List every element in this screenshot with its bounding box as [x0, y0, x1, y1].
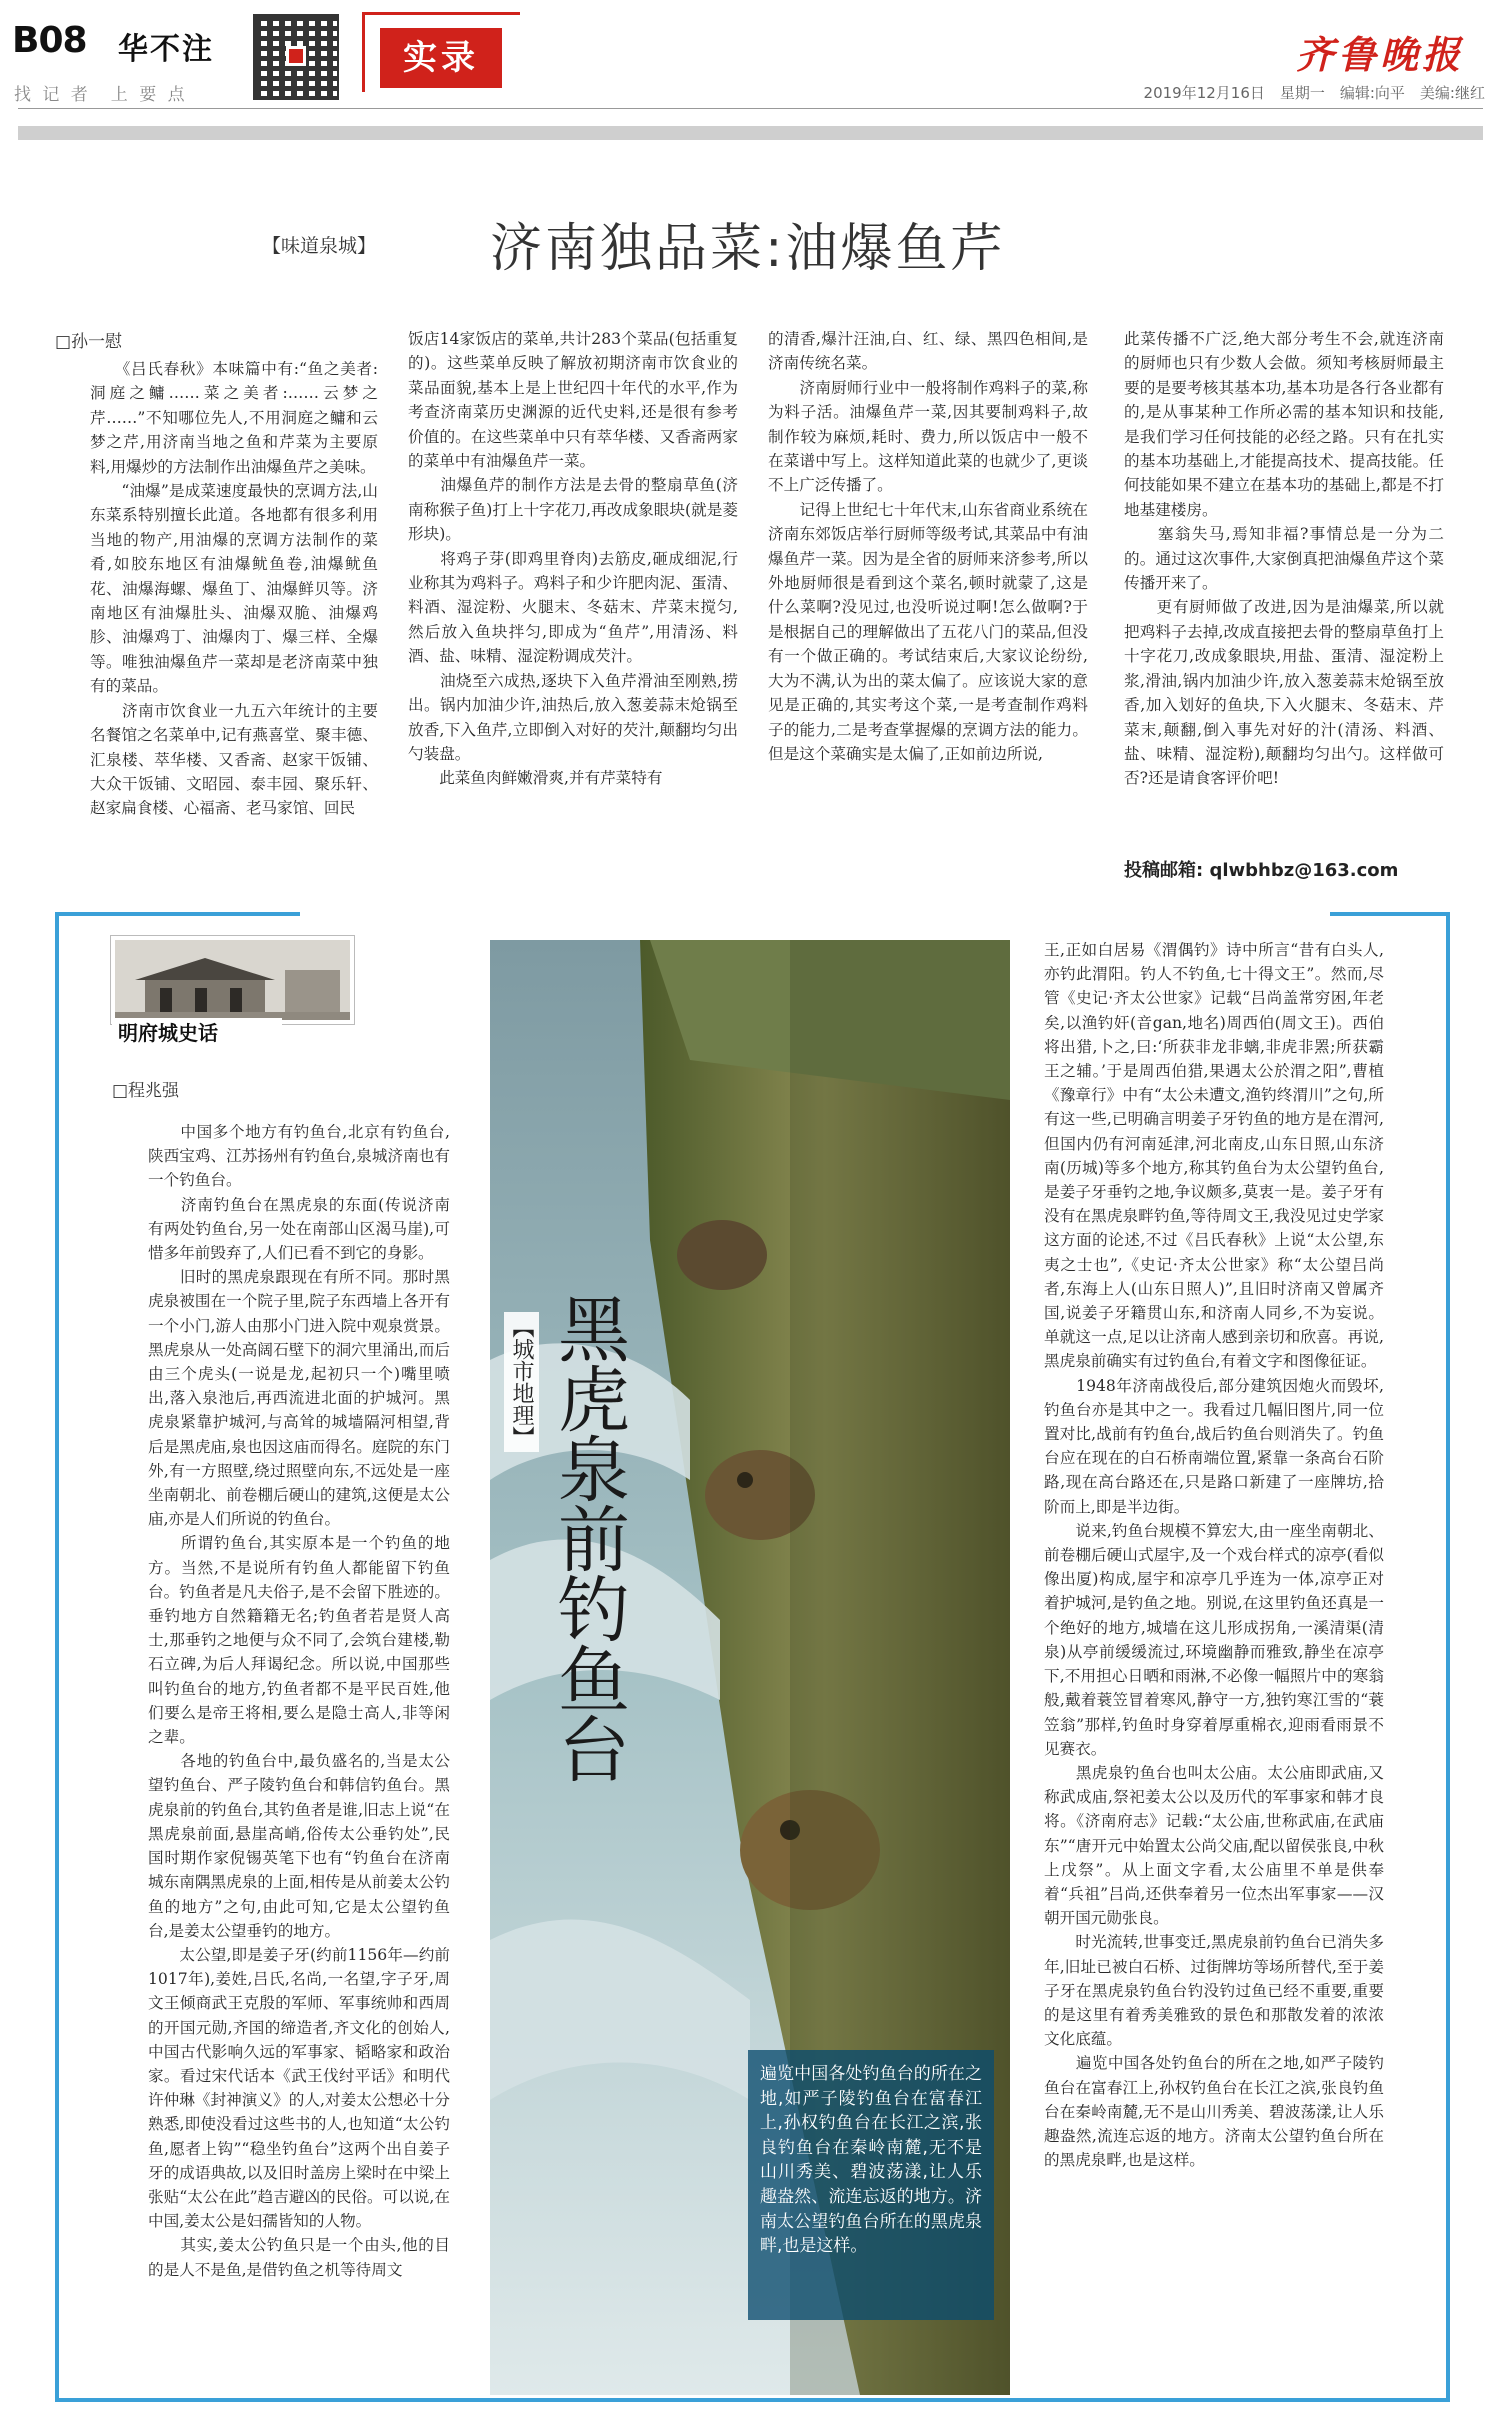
- article2-frame-left: [55, 912, 59, 2402]
- article2-frame-bottom: [55, 2398, 1450, 2402]
- article1-author: □孙一慰: [55, 332, 123, 352]
- page-code: B08: [12, 20, 87, 61]
- column-badge-label: 明府城史话: [112, 1018, 282, 1048]
- article2-frame-right: [1446, 912, 1450, 2402]
- sub-slogan: 找 记 者 上 要 点: [14, 85, 188, 105]
- section-tab: 实录: [380, 28, 502, 88]
- article1-title: 济南独品菜:油爆鱼芹: [490, 219, 1006, 279]
- article1-column-3: 的清香,爆汁汪油,白、红、绿、黑四色相间,是济南传统名菜。 济南厨师行业中一般将制作鸡料子的菜,称为料子活。油爆鱼芹一菜,因其要制鸡料子,故制作较为麻烦,耗时、费力,所以饭店中一般不在菜谱中写上。这样知道此菜的也就少了,更谈不上广泛传播了。 记得上世纪七十年代末,山东省商业系统在济南东郊饭店举行厨师等级考试,其菜品中有油爆鱼芹一菜。因为是全省的厨师来济参考,所以外地厨师很是看到这个菜名,顿时就蒙了,这是什么菜啊?没见过,也没听说过啊!怎么做啊?于是根据自己的理解做出了五花八门的菜品,但没有一个做正确的。考试结束后,大家议论纷纷,大为不满,认为出的菜太偏了。应该说大家的意见是正确的,其实考这个菜,一是考查制作鸡料子的能力,二是考查掌握爆的烹调方法的能力。但是这个菜确实是太偏了,正如前边所说,: [768, 330, 1088, 763]
- article2-right-column: 王,正如白居易《渭偶钓》诗中所言“昔有白头人,亦钓此渭阳。钓人不钓鱼,七十得文王”。然而,尽管《史记·齐太公世家》记载“吕尚盖常穷困,年老矣,以渔钓奸(音gan,地名)周西伯(周文王)。西伯将出猎,卜之,曰:‘所获非龙非螭,非虎非罴;所获霸王之辅。’于是周西伯猎,果遇太公於渭之阳”,曹植《豫章行》中有“太公未遭文,渔钓终渭川”之句,所有这一些,已明确言明姜子牙钓鱼的地方是在渭河,但国内仍有河南延津,河北南皮,山东日照,山东济南(历城)等多个地方,称其钓鱼台为太公望钓鱼台,是姜子牙垂钓之地,争议颇多,莫衷一是。姜子牙有没有在黑虎泉畔钓鱼,等待周文王,我没见过史学家这方面的论述,不过《吕氏春秋》上说“太公望,东夷之士也”,《史记·齐太公世家》称“太公望吕尚者,东海上人(山东日照人)”,且旧时济南又曾属齐国,说姜子牙籍贯山东,和济南人同乡,不为妄说。单就这一点,足以让济南人感到亲切和欣喜。再说,黑虎泉前确实有过钓鱼台,有着文字和图像征证。 1948年济南战役后,部分建筑因炮火而毁坏,钓鱼台亦是其中之一。我看过几幅旧图片,同一位置对比,战前有钓鱼台,战后钓鱼台则消失了。钓鱼台应在现在的白石桥南端位置,紧靠一条高台石阶路,现在高台路还在,只是路口新建了一座牌坊,拾阶而上,即是半边街。 说来,钓鱼台规模不算宏大,由一座坐南朝北、前卷棚后硬山式屋宇,及一个戏台样式的凉亭(看似像出厦)构成,屋宇和凉亭几乎连为一体,凉亭正对着护城河,是钓鱼之地。别说,在这里钓鱼还真是一个绝好的地方,城墙在这儿形成拐角,一溪清渠(清泉)从亭前缓缓流过,环境幽静而雅致,静坐在凉亭下,不用担心日晒和雨淋,不必像一幅照片中的寒翁般,戴着蓑笠冒着寒风,静守一方,独钓寒江雪的“蓑笠翁”那样,钓鱼时身穿着厚重棉衣,迎雨看雨景不见赛衣。 黑虎泉钓鱼台也叫太公庙。太公庙即武庙,又称武成庙,祭祀姜太公以及历代的军事家和韩才良将。《济南府志》记载:“太公庙,世称武庙,在武庙东”“唐开元中始置太公尚父庙,配以留侯张良,中秋上戊祭”。从上面文字看,太公庙里不单是供奉着“兵祖”吕尚,还供奉着另一位杰出军事家——汉朝开国元勋张良。 时光流转,世事变迁,黑虎泉前钓鱼台已消失多年,旧址已被白石桥、过街牌坊等场所替代,至于姜子牙在黑虎泉钓鱼台钓没钓过鱼已经不重要,重要的是这里有着秀美雅致的景色和那散发着的浓浓文化底蕴。 遍览中国各处钓鱼台的所在之地,如严子陵钓鱼台在富春江上,孙权钓鱼台在长江之滨,张良钓鱼台在秦岭南麓,无不是山川秀美、碧波荡漾,让人乐趣盎然,流连忘返的地方。济南太公望钓鱼台所在的黑虎泉畔,也是这样。: [1044, 941, 1384, 2170]
- header-band: [18, 126, 1483, 140]
- article1-section-label: 【味道泉城】: [262, 235, 377, 257]
- column-name: 华不注: [118, 32, 214, 67]
- old-house-photo: [115, 940, 350, 1020]
- article2-left-column: 中国多个地方有钓鱼台,北京有钓鱼台,陕西宝鸡、江苏扬州有钓鱼台,泉城济南也有一个钓鱼台。 济南钓鱼台在黑虎泉的东面(传说济南有两处钓鱼台,另一处在南部山区渴马崖),可惜多年前毁弃了,人们已看不到它的身影。 旧时的黑虎泉跟现在有所不同。那时黑虎泉被围在一个院子里,院子东西墙上各开有一个小门,游人由那小门进入院中观泉赏景。黑虎泉从一处高阔石壁下的洞穴里涌出,而后由三个虎头(一说是龙,起初只一个)嘴里喷出,落入泉池后,再西流进北面的护城河。黑虎泉紧靠护城河,与高耸的城墙隔河相望,背后是黑虎庙,泉也因这庙而得名。庭院的东门外,有一方照壁,绕过照壁向东,不远处是一座坐南朝北、前卷棚后硬山的建筑,这便是太公庙,亦是人们所说的钓鱼台。 所谓钓鱼台,其实原本是一个钓鱼的地方。当然,不是说所有钓鱼人都能留下钓鱼台。钓鱼者是凡夫俗子,是不会留下胜迹的。垂钓地方自然籍籍无名;钓鱼者若是贤人高士,那垂钓之地便与众不同了,会筑台建楼,勒石立碑,为后人拜谒纪念。所以说,中国那些叫钓鱼台的地方,钓鱼者都不是平民百姓,他们要么是帝王将相,要么是隐士高人,非等闲之辈。 各地的钓鱼台中,最负盛名的,当是太公望钓鱼台、严子陵钓鱼台和韩信钓鱼台。黑虎泉前的钓鱼台,其钓鱼者是谁,旧志上说“在黑虎泉前面,悬崖高峭,俗传太公垂钓处”,民国时期作家倪锡英笔下也有“钓鱼台在济南城东南隅黑虎泉的上面,相传是从前姜太公钓鱼的地方”之句,由此可知,它是太公望钓鱼台,是姜太公望垂钓的地方。 太公望,即是姜子牙(约前1156年—约前1017年),姜姓,吕氏,名尚,一名望,字子牙,周文王倾商武王克殷的军师、军事统帅和西周的开国元勋,齐国的缔造者,齐文化的创始人,中国古代影响久远的军事家、韬略家和政治家。看过宋代话本《武王伐纣平话》和明代许仲琳《封神演义》的人,对姜太公想必十分熟悉,即使没看过这些书的人,也知道“太公钓鱼,愿者上钩”“稳坐钓鱼台”这两个出自姜子牙的成语典故,以及旧时盖房上梁时在中梁上张贴“太公在此”趋吉避凶的民俗。可以说,在中国,姜太公是妇孺皆知的人物。 其实,姜太公钓鱼只是一个由头,他的目的是人不是鱼,是借钓鱼之机等待周文: [148, 1123, 450, 2279]
- qr-code-mark: [286, 46, 306, 66]
- date-line: 2019年12月16日 星期一 编辑:向平 美编:继红: [1143, 84, 1485, 102]
- article2-section-label: 【城市地理】: [504, 1312, 539, 1452]
- article1-column-4: 此菜传播不广泛,绝大部分考生不会,就连济南的厨师也只有少数人会做。须知考核厨师最主要的是要考核其基本功,基本功是各行各业都有的,是从事某种工作所必需的基本知识和技能,是我们学习任何技能的必经之路。只有在扎实的基本功基础上,才能提高技术、提高技能。任何技能如果不建立在基本功的基础上,都是不打地基建楼房。 塞翁失马,焉知非福?事情总是一分为二的。通过这次事件,大家倒真把油爆鱼芹这个菜传播开来了。 更有厨师做了改进,因为是油爆菜,所以就把鸡料子去掉,改成直接把去骨的整扇草鱼打上十字花刀,改成象眼块,用盐、蛋清、湿淀粉上浆,滑油,锅内加油少许,放入葱姜蒜末炝锅至放香,加入划好的鱼块,下入火腿末、冬菇末、芹菜末,颠翻,倒入事先对好的汁(清汤、料酒、盐、味精、湿淀粉),颠翻均匀出勺。这样做可否?还是请食客评价吧!: [1124, 330, 1444, 788]
- paper-logo: 齐鲁晚报: [1296, 32, 1465, 77]
- article2-author: □程兆强: [112, 1081, 180, 1101]
- article2-title: 黑虎泉前钓鱼台: [546, 1292, 630, 1782]
- article2-frame-gap: [300, 908, 1330, 920]
- contact-email: 投稿邮箱: qlwbhbz@163.com: [1124, 860, 1399, 881]
- article1-column-1: 《吕氏春秋》本味篇中有:“鱼之美者:洞庭之鳙……菜之美者:……云梦之芹……”不知哪位先人,不用洞庭之鳙和云梦之芹,用济南当地之鱼和芹菜为主要原料,用爆炒的方法制作出油爆鱼芹之美味。 “油爆”是成菜速度最快的烹调方法,山东菜系特别擅长此道。各地都有很多利用当地的物产,用油爆的烹调方法制作的菜肴,如胶东地区有油爆鱿鱼卷,油爆鱿鱼花、油爆海螺、爆鱼丁、油爆鲜贝等。济南地区有油爆肚头、油爆双脆、油爆鸡胗、油爆鸡丁、油爆肉丁、爆三样、全爆等。唯独油爆鱼芹一菜却是老济南菜中独有的菜品。 济南市饮食业一九五六年统计的主要名餐馆之名菜单中,记有燕喜堂、聚丰德、汇泉楼、萃华楼、又香斋、赵家干饭铺、大众干饭铺、文昭园、泰丰园、聚乐轩、赵家扁食楼、心福斋、老马家馆、回民: [90, 360, 378, 818]
- photo-caption: 遍览中国各处钓鱼台的所在之地,如严子陵钓鱼台在富春江上,孙权钓鱼台在长江之滨,张良钓鱼台在秦岭南麓,无不是山川秀美、碧波荡漾,让人乐趣盎然、流连忘返的地方。济南太公望钓鱼台所在的黑虎泉畔,也是这样。: [748, 2050, 994, 2320]
- article1-column-2: 饭店14家饭店的菜单,共计283个菜品(包括重复的)。这些菜单反映了解放初期济南市饮食业的菜品面貌,基本上是上世纪四十年代的水平,作为考查济南菜历史渊源的近代史料,还是很有参考价值的。在这些菜单中只有萃华楼、又香斋两家的菜单中有油爆鱼芹一菜。 油爆鱼芹的制作方法是去骨的整扇草鱼(济南称猴子鱼)打上十字花刀,再改成象眼块(就是菱形块)。 将鸡子芽(即鸡里脊肉)去筋皮,砸成细泥,行业称其为鸡料子。鸡料子和少许肥肉泥、蛋清、料酒、湿淀粉、火腿末、冬菇末、芹菜末搅匀,然后放入鱼块拌匀,即成为“鱼芹”,用清汤、料酒、盐、味精、湿淀粉调成芡汁。 油烧至六成热,逐块下入鱼芹滑油至刚熟,捞出。锅内加油少许,油热后,放入葱姜蒜末炝锅至放香,下入鱼芹,立即倒入对好的芡汁,颠翻均匀出勺装盘。 此菜鱼肉鲜嫩滑爽,并有芹菜特有: [408, 330, 738, 788]
- header-rule: [18, 108, 1483, 109]
